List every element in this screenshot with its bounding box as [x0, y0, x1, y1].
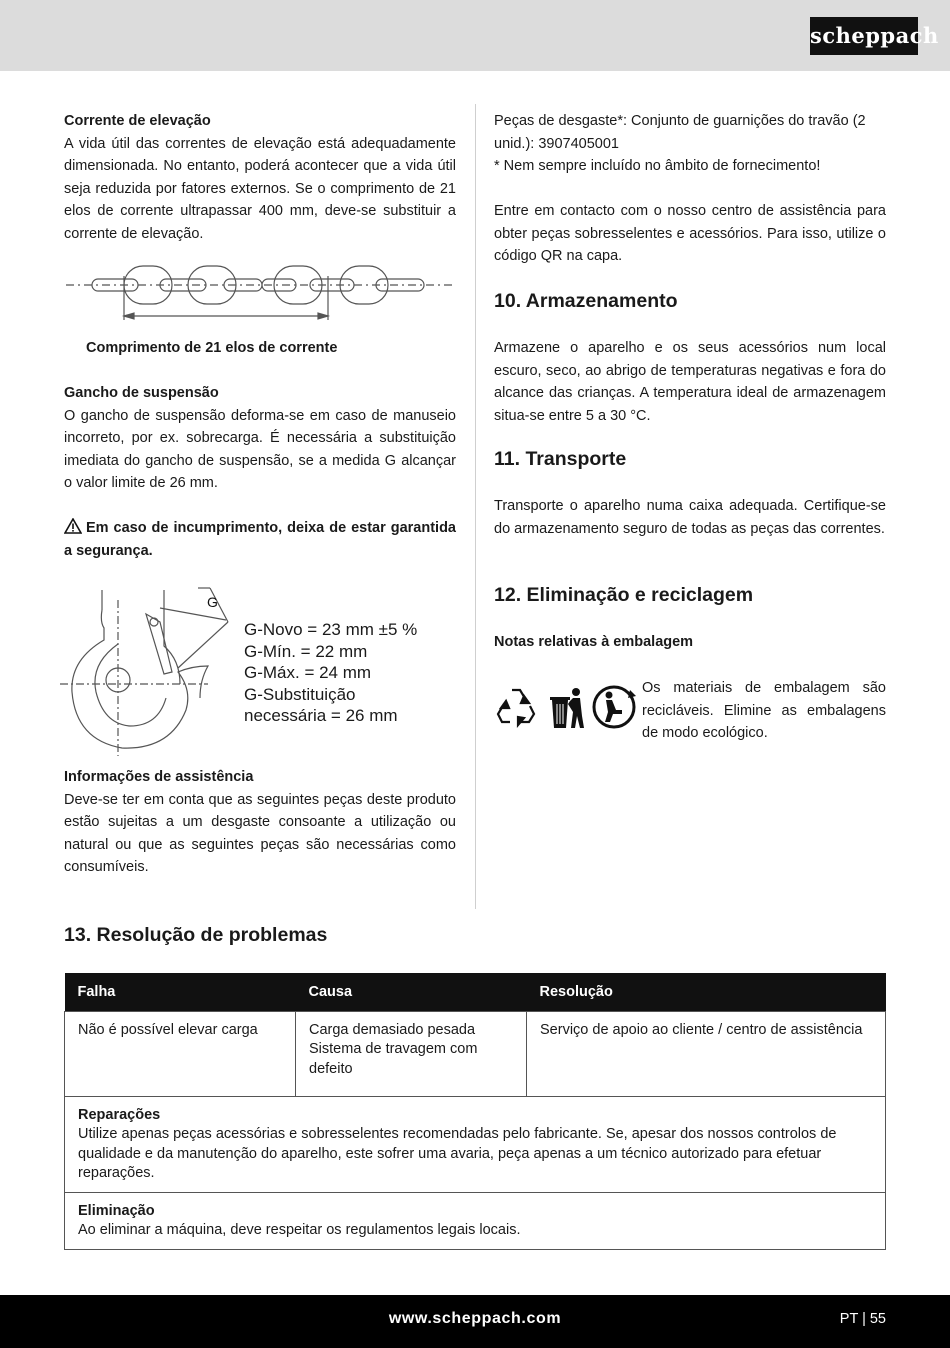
g-dimension-label: G — [207, 594, 218, 610]
repairs-row — [65, 1096, 886, 1192]
footer-bar — [0, 1295, 950, 1348]
spec-max: G-Máx. = 24 mm — [244, 663, 372, 683]
transport-body: Transporte o aparelho numa caixa adequada. Certifique-se do armazenamento seguro de todas as peças das correntes. — [494, 498, 886, 537]
repairs-title: Reparações — [78, 1106, 161, 1123]
scheppach-logo: scheppach — [810, 17, 918, 55]
top-bar — [0, 0, 950, 71]
recycling-symbols — [496, 682, 639, 732]
elimination-row — [65, 1192, 886, 1249]
cell-cause: Carga demasiado pesada Sistema de travagem com defeito — [296, 1011, 527, 1096]
repairs-cell — [65, 1096, 886, 1192]
hook-diagram — [60, 580, 240, 758]
col-header-cause: Causa — [296, 973, 527, 1011]
tidyman-bin-icon — [550, 688, 584, 728]
chain-links-drawing — [64, 258, 456, 328]
troubleshooting-table — [64, 973, 886, 1250]
spec-replace-2: necessária = 26 mm — [244, 706, 398, 726]
hook-body: O gancho de suspensão deforma-se em caso de manuseio incorreto, por ex. sobrecarga. É necessária a substituição imediata do gancho de suspensão, se a medida G alcançar o valor limite de 26 mm. — [64, 407, 456, 491]
hook-heading: Gancho de suspensão — [64, 385, 219, 401]
contact-text: Entre em contacto com o nosso centro de assistência para obter peças sobresselentes e acessórios. Para isso, utilize o código QR na capa. — [494, 203, 886, 264]
transport-heading: 11. Transporte — [494, 448, 627, 470]
safety-warning-text: Em caso de incumprimento, deixa de estar garantida a segurança. — [64, 520, 456, 559]
disposal-heading: 12. Eliminação e reciclagem — [494, 584, 754, 606]
wear-parts-text: Peças de desgaste*: Conjunto de guarnições do travão (2 unid.): 3907405001 — [494, 113, 866, 152]
packaging-body: Os materiais de embalagem são recicláveis. Elimine as embalagens de modo ecológico. — [642, 680, 886, 741]
hook-specs — [244, 619, 417, 727]
storage-heading: 10. Armazenamento — [494, 290, 678, 312]
recycle-arrows-icon — [498, 690, 534, 725]
recycle-person-icon — [594, 687, 636, 727]
elimination-title: Eliminação — [78, 1202, 155, 1219]
spec-min: G-Mín. = 22 mm — [244, 641, 368, 661]
chain-body: A vida útil das correntes de elevação está adequadamente dimensionada. No entanto, poderá acontecer que a vida útil seja reduzida por fatores externos. Se o comprimento de 21 elos de corrente ultrapassar 400 mm, deve-se substituir a corrente de elevação. — [64, 135, 456, 242]
warning-triangle-icon — [64, 518, 82, 534]
safety-warning — [64, 517, 456, 562]
chain-diagram — [64, 258, 456, 328]
chain-section — [64, 110, 456, 245]
packaging-subheading: Notas relativas à embalagem — [494, 634, 694, 650]
chain-caption: Comprimento de 21 elos de corrente — [86, 340, 338, 356]
cell-solution: Serviço de apoio ao cliente / centro de assistência — [527, 1011, 886, 1096]
spec-new: G-Novo = 23 mm ±5 % — [244, 620, 418, 639]
elimination-cell — [65, 1192, 886, 1249]
table-row — [65, 1011, 886, 1096]
chain-heading: Corrente de elevação — [64, 113, 211, 129]
repairs-body: Utilize apenas peças acessórias e sobresselentes recomendadas pelo fabricante. Se, apesar dos nossos controlos de qualidade e da manutenção do aparelho, este sofrer uma avaria, peça apenas a um técnico autorizado para efetuar reparações. — [78, 1126, 837, 1181]
cell-fault: Não é possível elevar carga — [65, 1011, 296, 1096]
hook-drawing — [60, 580, 240, 758]
supply-note: * Nem sempre incluído no âmbito de fornecimento! — [494, 158, 821, 174]
service-heading: Informações de assistência — [64, 769, 254, 785]
troubleshooting-heading: 13. Resolução de problemas — [64, 924, 328, 946]
elimination-body: Ao eliminar a máquina, deve respeitar os regulamentos legais locais. — [78, 1222, 521, 1238]
col-header-fault: Falha — [65, 973, 296, 1011]
column-divider — [475, 104, 476, 909]
website-link[interactable]: www.scheppach.com — [388, 1310, 562, 1327]
service-body: Deve-se ter em conta que as seguintes peças deste produto estão sujeitas a um desgaste consoante a utilização ou natural ou que as seguintes peças são necessárias como consumíveis. — [64, 791, 456, 875]
hook-section — [64, 382, 456, 562]
table-header-row — [65, 973, 886, 1011]
spec-replace-1: G-Substituição — [244, 684, 356, 704]
col-header-solution: Resolução — [527, 973, 886, 1011]
page-number: PT | 55 — [839, 1311, 886, 1327]
wear-parts-section — [494, 110, 886, 268]
service-section — [64, 766, 456, 879]
storage-body: Armazene o aparelho e os seus acessórios num local escuro, seco, ao abrigo de temperaturas negativas e fora do alcance das crianças. A temperatura ideal de armazenagem situa-se entre 5 a 30 °C. — [494, 340, 886, 424]
